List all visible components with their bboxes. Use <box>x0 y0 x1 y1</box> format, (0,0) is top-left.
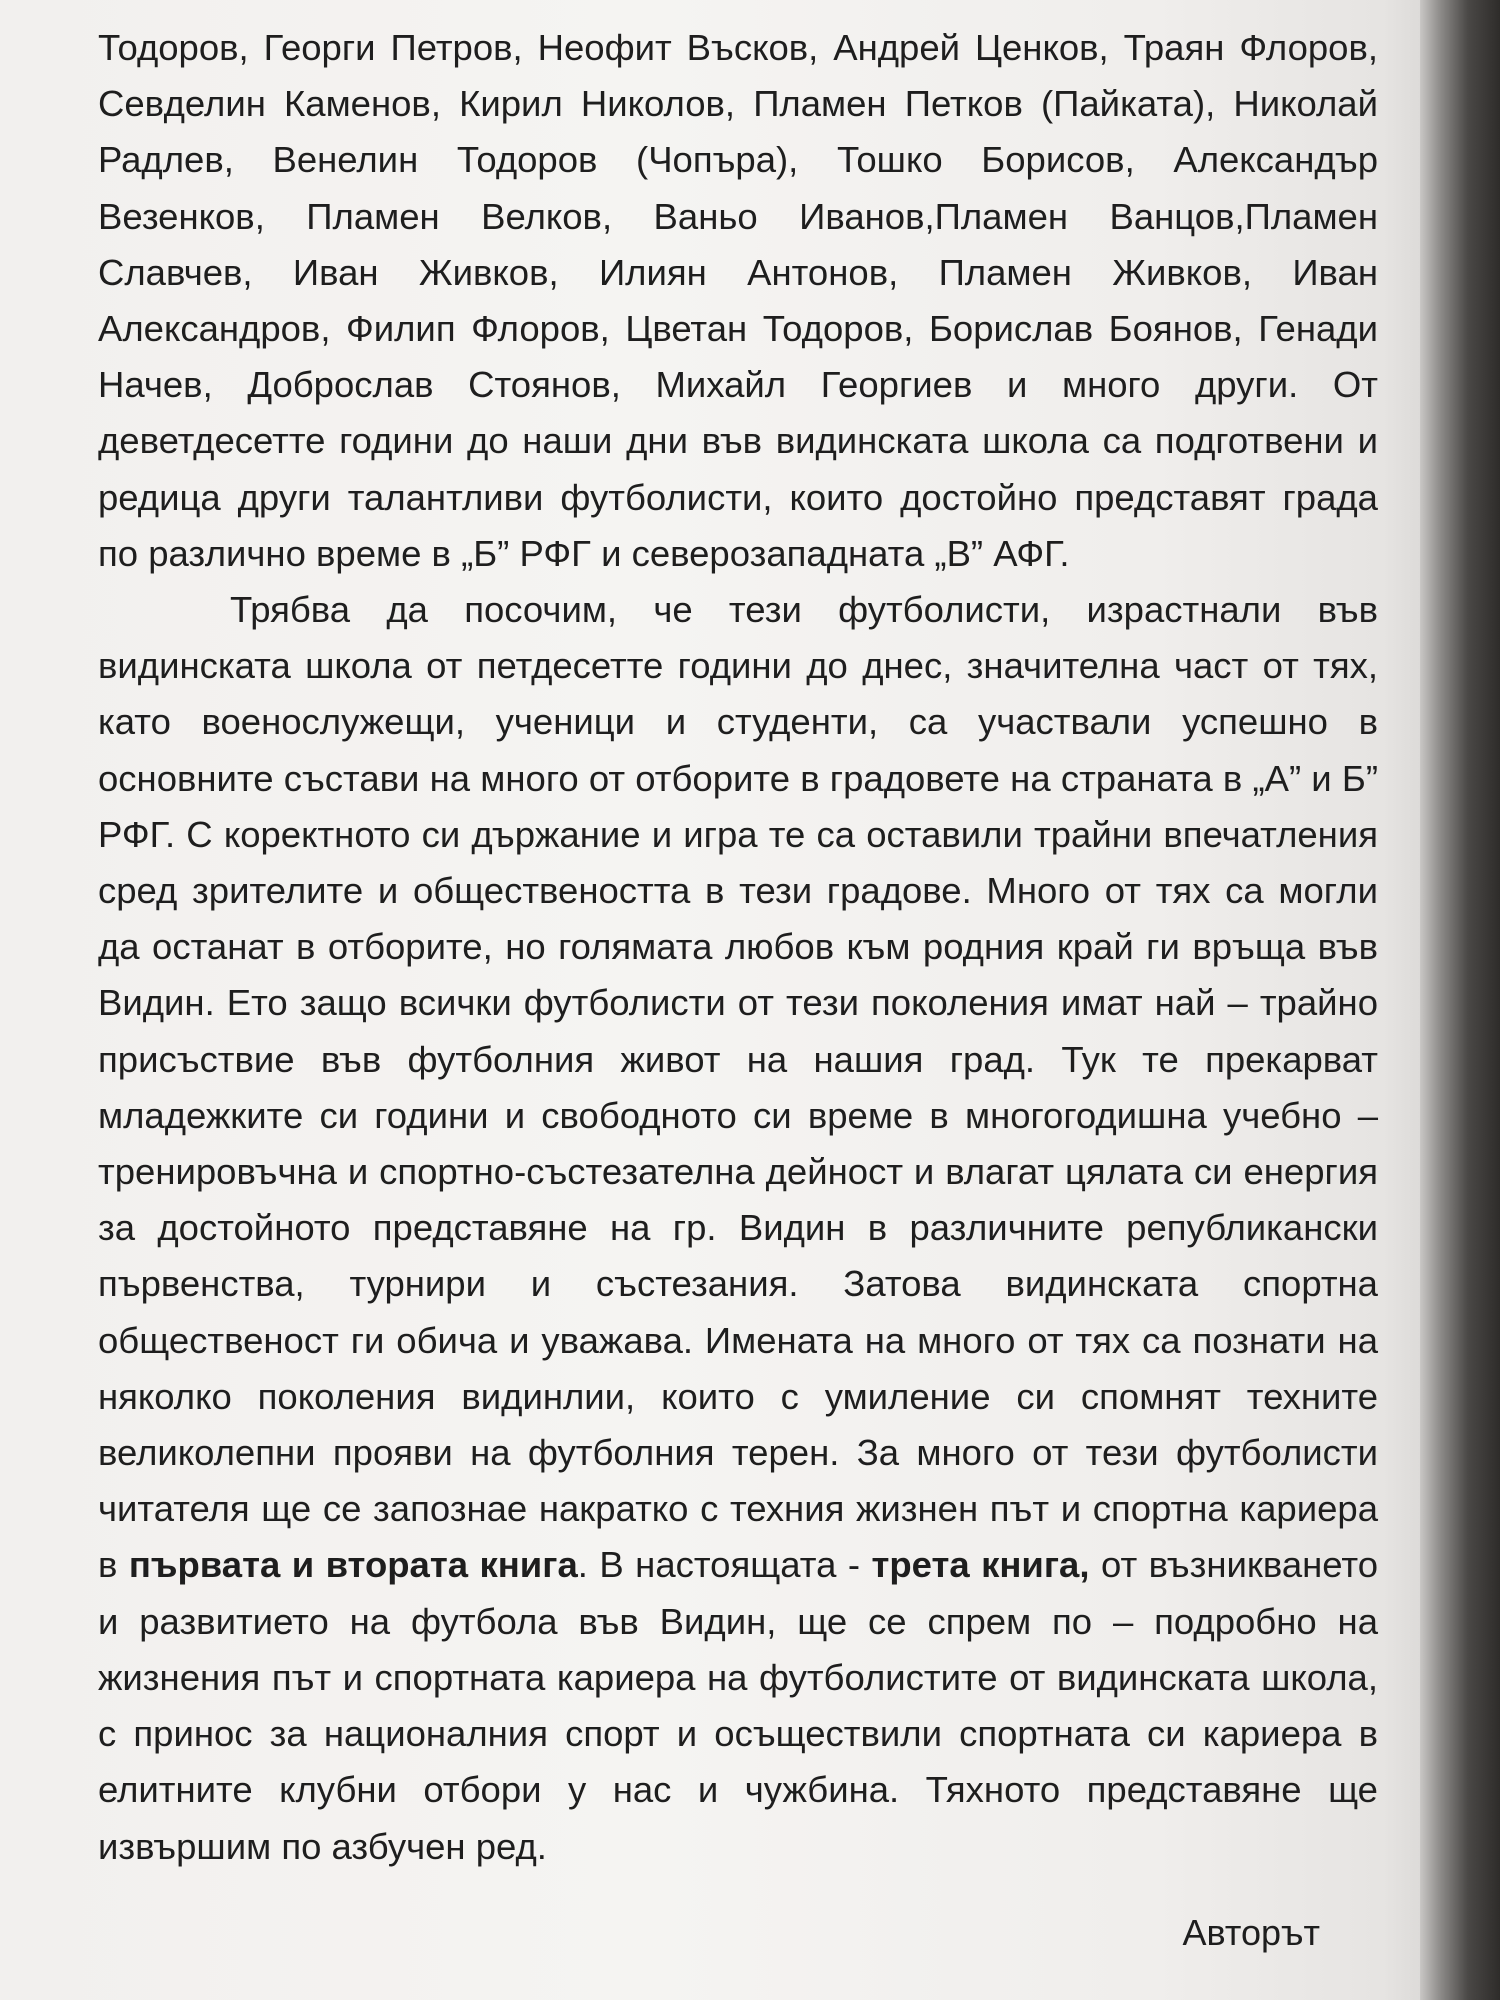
paragraph-2-text-b: . В настоящата - <box>577 1544 872 1586</box>
bold-books-first-second: първата и втората книга <box>128 1544 578 1586</box>
body-text <box>98 20 1378 1875</box>
author-signature: Авторът <box>1182 1912 1320 1953</box>
page-edge-shadow <box>1420 0 1500 2000</box>
paragraph-2-text-c: от възникването и развитието на футбола във Видин, ще се спрем по – подробно на жизнения път и спортната кариера на футболистите от видинската школа, с принос за националния спорт и осъществили спортната си кариера в елитните клубни отбори у нас и чужбина. Тяхното представяне ще извършим по азбучен ред. <box>98 1544 1378 1867</box>
paragraph-2 <box>98 582 1378 1875</box>
paragraph-2-text-a: Трябва да посочим, че тези футболисти, израстнали във видинската школа от петдесетте години до днес, значителна част от тях, като военослужещи, ученици и студенти, са участвали успешно в основните състави на много от отборите в градовете на страната в „А” и Б” РФГ. С коректното си държание и игра те са оставили трайни впечатления сред зрителите и обществеността в тези градове. Много от тях са могли да останат в отборите, но голямата любов към родния край ги връща във Видин. Ето защо всички футболисти от тези поколения имат най – трайно присъствие във футболния живот на нашия град. Тук те прекарват младежките си години и свободното си време в многогодишна учебно – тренировъчна и спортно-състезателна дейност и влагат цялата си енергия за достойното представяне на гр. Видин в различните републикански първенства, турнири и състезания. Затова видинската спортна общественост ги обича и уважава. Имената на много от тях са познати на няколко поколения видинлии, които с умиление си спомнят техните великолепни прояви на футболния терен. За много от тези футболисти читателя ще се запознае накратко с техния жизнен път и спортна кариера в <box>98 589 1378 1586</box>
bold-third-book: трета книга, <box>871 1544 1090 1586</box>
paragraph-1: Тодоров, Георги Петров, Неофит Въсков, Андрей Ценков, Траян Флоров, Севделин Каменов, Кирил Николов, Пламен Петков (Пайката), Николай Радлев, Венелин Тодоров (Чопъра), Тошко Борисов, Александър Везенков, Пламен Велков, Ваньо Иванов,Пламен Ванцов,Пламен Славчев, Иван Живков, Илиян Антонов, Пламен Живков, Иван Александров, Филип Флоров, Цветан Тодоров, Борислав Боянов, Генади Начев, Доброслав Стоянов, Михайл Георгиев и много други. От деветдесетте години до наши дни във видинската школа са подготвени и редица други талантливи футболисти, които достойно представят града по различно време в „Б” РФГ и северозападната „В” АФГ. <box>98 27 1378 574</box>
